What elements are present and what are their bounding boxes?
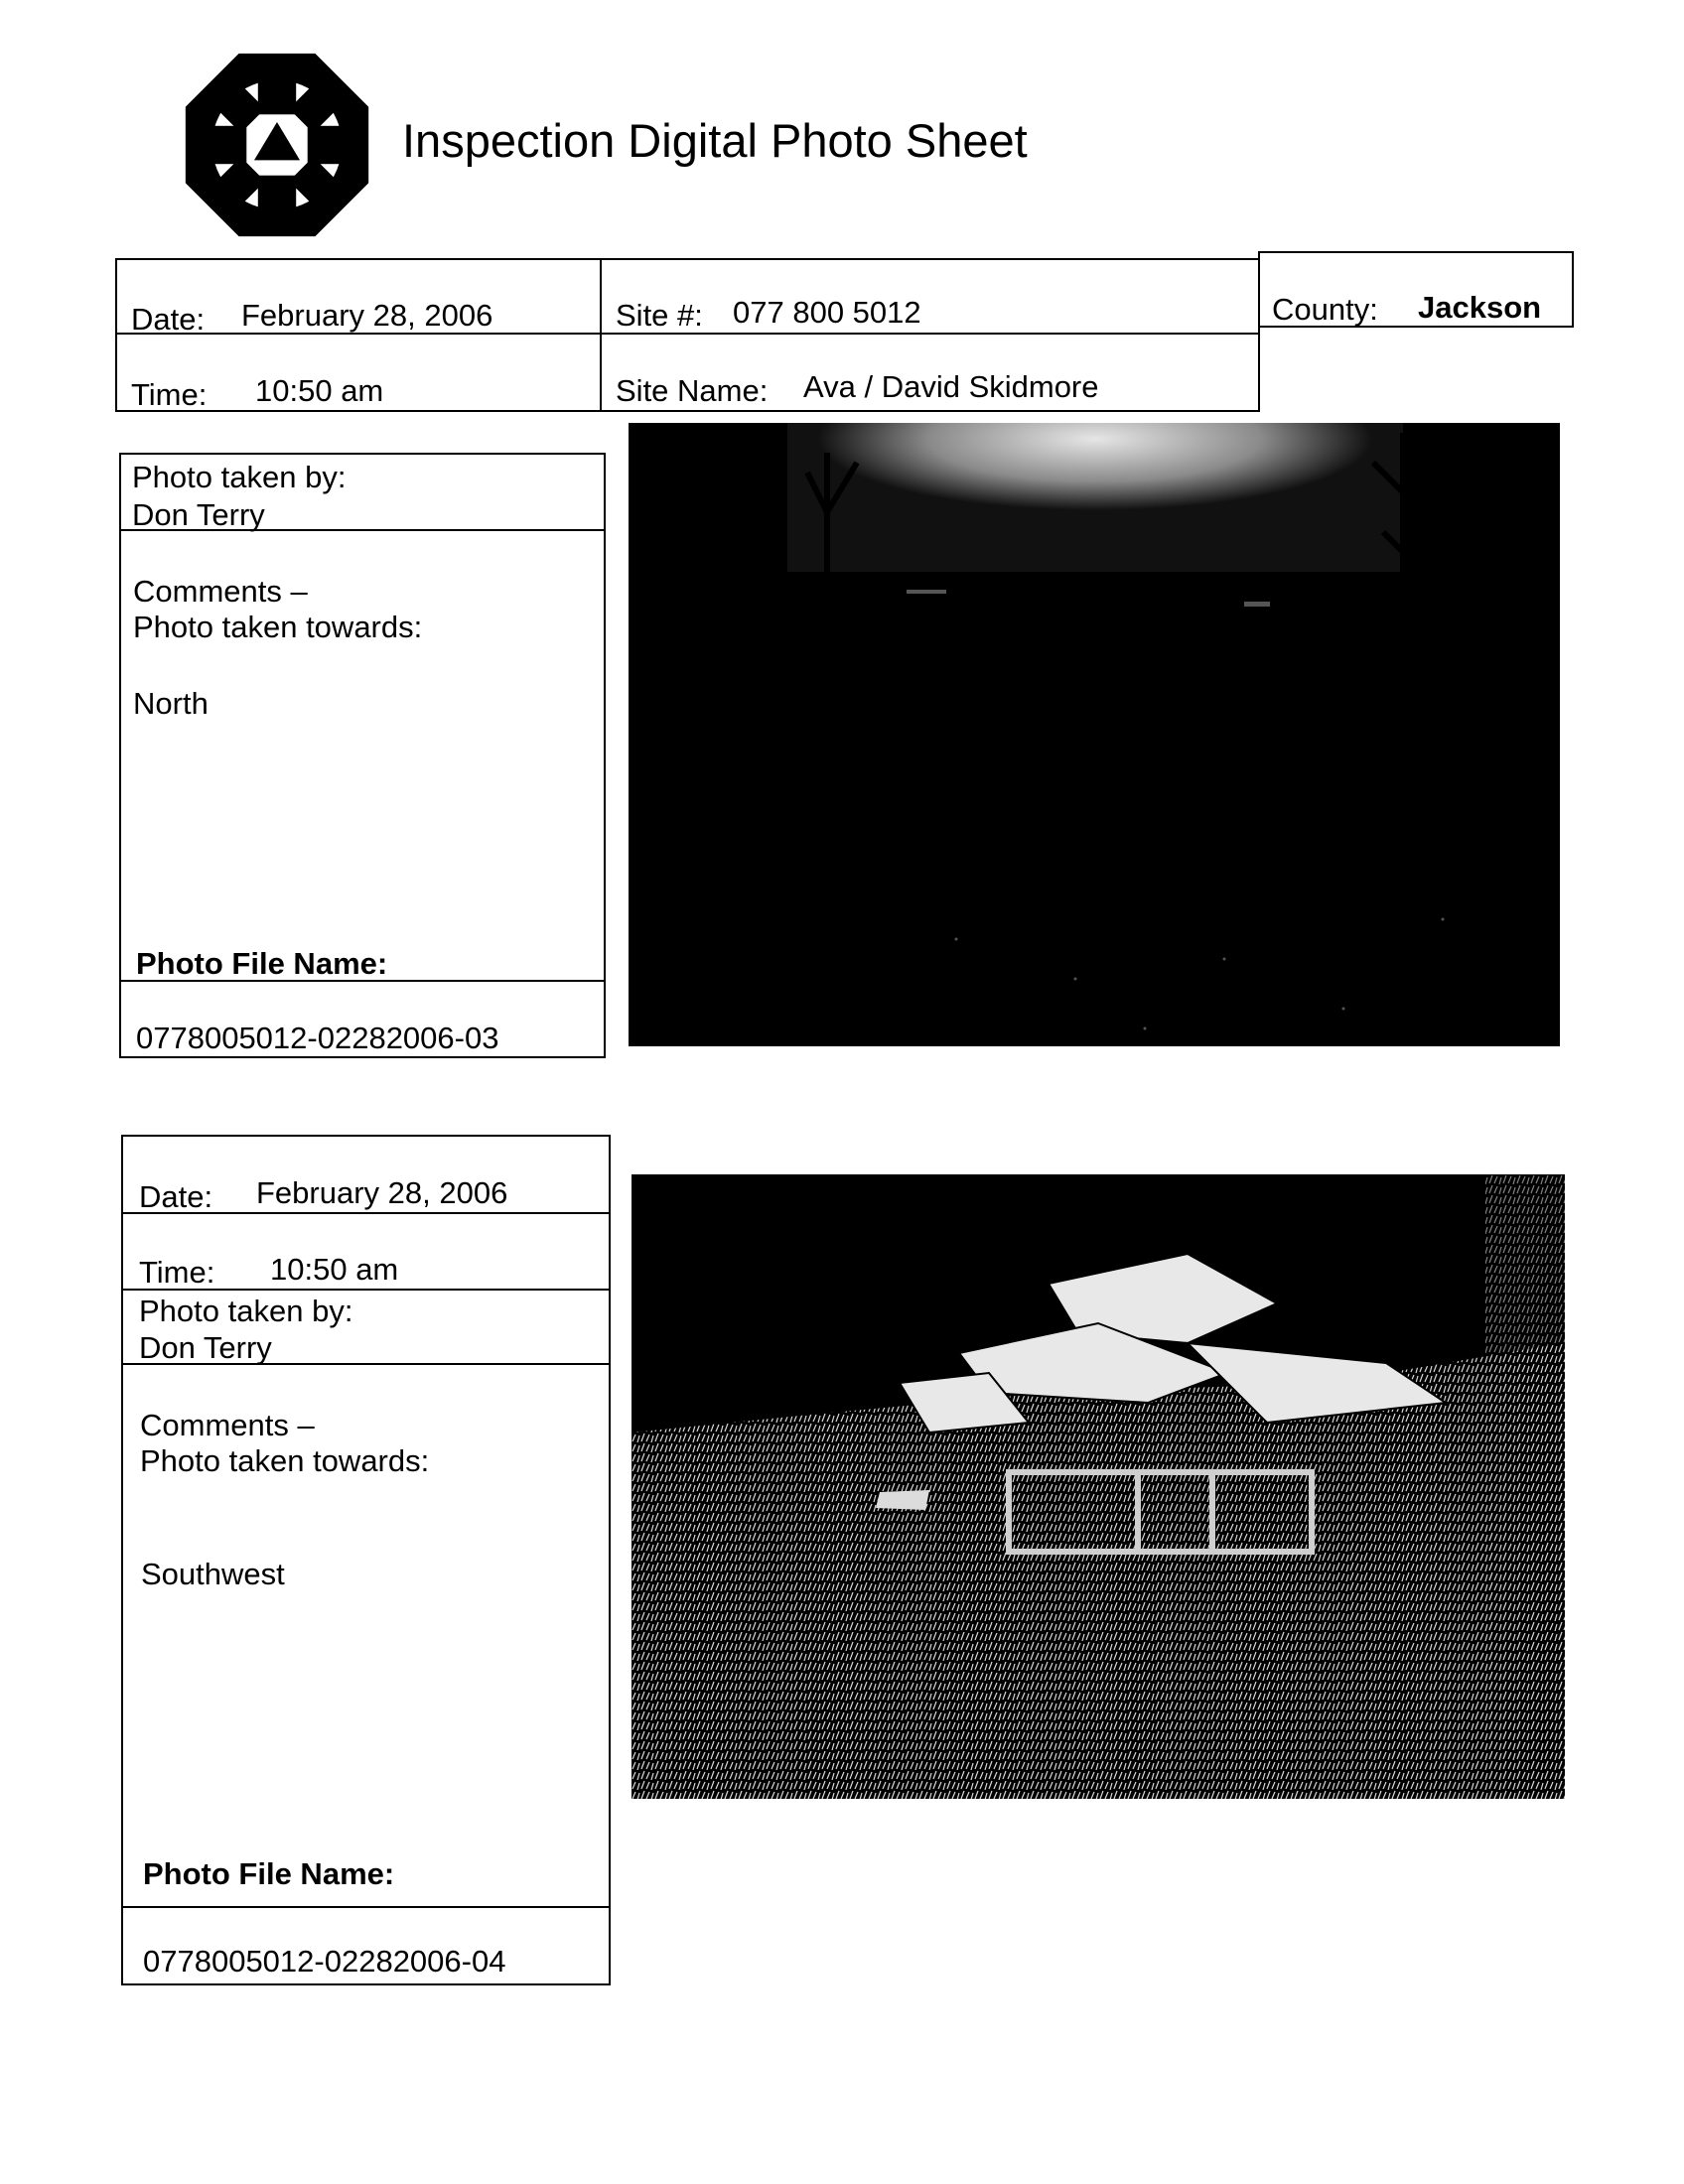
time-value: 10:50 am: [255, 373, 384, 408]
octagon-emblem-icon: [182, 50, 372, 240]
photo1-comments-label: Comments –: [133, 574, 308, 609]
photo2-image: [632, 1174, 1565, 1799]
date-label: Date:: [131, 302, 206, 337]
photo2-direction: Southwest: [141, 1557, 285, 1591]
page-title: Inspection Digital Photo Sheet: [402, 114, 1028, 167]
photo2-time-value: 10:50 am: [270, 1252, 399, 1287]
site-number-label: Site #:: [616, 298, 703, 333]
county-label: County:: [1272, 292, 1378, 327]
photo2-file-name-value: 0778005012-02282006-04: [143, 1944, 506, 1979]
photo1-towards-label: Photo taken towards:: [133, 610, 423, 644]
photo1-image: [629, 423, 1560, 1046]
photo1-taken-by-value: Don Terry: [132, 497, 265, 532]
photo2-taken-by-label: Photo taken by:: [139, 1294, 353, 1328]
photo2-date-value: February 28, 2006: [256, 1175, 508, 1210]
date-value: February 28, 2006: [241, 298, 493, 333]
photo2-file-name-label: Photo File Name:: [143, 1856, 395, 1891]
county-value: Jackson: [1418, 290, 1542, 325]
time-label: Time:: [131, 377, 208, 412]
photo2-taken-by-value: Don Terry: [139, 1330, 272, 1365]
site-name-label: Site Name:: [616, 373, 769, 408]
photo2-date-label: Date:: [139, 1179, 213, 1214]
photo1-taken-by-label: Photo taken by:: [132, 460, 347, 494]
photo2-towards-label: Photo taken towards:: [140, 1443, 430, 1478]
photo1-file-name-label: Photo File Name:: [136, 946, 388, 981]
photo1-direction: North: [133, 686, 209, 721]
site-number-value: 077 800 5012: [733, 295, 921, 330]
site-name-value: Ava / David Skidmore: [803, 369, 1099, 404]
photo2-time-label: Time:: [139, 1255, 215, 1290]
photo2-comments-label: Comments –: [140, 1408, 315, 1442]
photo1-file-name-value: 0778005012-02282006-03: [136, 1021, 499, 1055]
